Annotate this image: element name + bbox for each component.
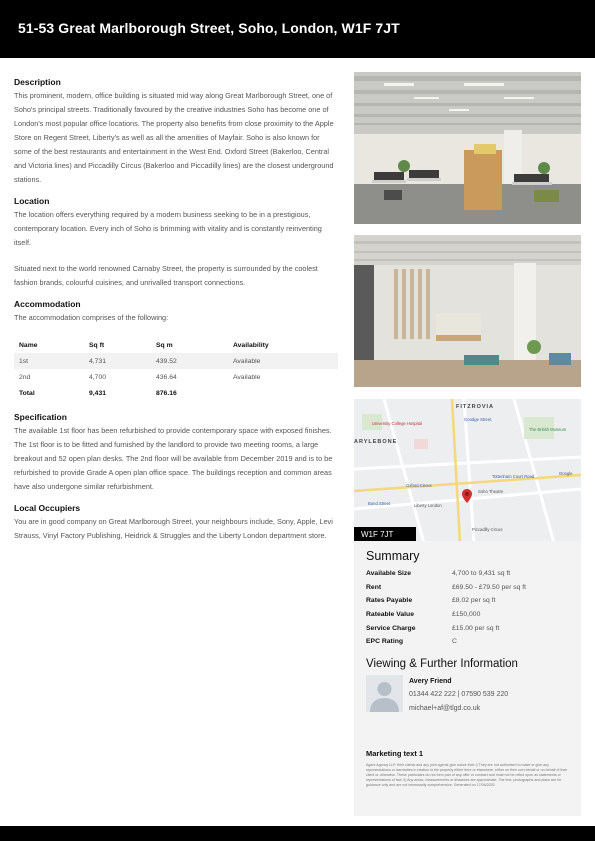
agent-info [409,675,508,716]
map-place: Goodge Street [464,417,492,422]
occupiers-text: You are in good company on Great Marlborough Street, your neighbours include, Sony, Apple, Levi Strauss, Vinyl Factory Publishing, Heidrick & Struggles and the Liberty London department store. [14,517,333,540]
map-place: Piccadilly Circus [472,527,503,532]
map-place: ARYLEBONE [354,439,398,445]
table-cell [228,385,338,401]
accommodation-heading: Accommodation [14,299,81,309]
map-marker-icon[interactable] [462,489,472,503]
table-cell: 4,731 [84,353,151,369]
map-postcode-label: W1F 7JT [354,527,416,543]
summary-value: £150,000 [452,611,481,619]
description-text: This prominent, modern, office building is situated mid way along Great Marlborough Street, one of Soho's principal streets. Traditionally favoured by the creative industries Soho has become one of London's most popular office locations. The property also benefits from close proximity to the Apple Store on Regent Street, Liberty's as well as all the amenities of Mayfair. Soho is also known for some of the best restaurants and entertainment in the West End. Oxford Street (Bakerloo, Central and Victoria lines) and Piccadilly Circus (Bakerloo and Piccadilly lines) are the closest underground stations. [14,91,334,184]
specification-text: The available 1st floor has been refurbished to provide contemporary space with exposed finishes. The 1st floor is to be fitted and furnished by the landlord to provide two meeting rooms, a large breakout and 52 open plan desks. The 2nd floor will be available from December 2019 and is to be refurbished to provide Grade A open plan office space. The buildings reception and common areas have also undergone similar refurbishment. [14,426,333,491]
location-text-1: The location offers everything required by a modern business seeking to be in a prestigious, contemporary location. Every inch of Soho is brimming with vitality and is constantly reinventing itself. [14,210,322,247]
table-row [14,353,338,369]
summary-key: Rent [366,583,382,591]
table-cell: 4,700 [89,373,107,381]
summary-row [366,608,569,622]
location-map[interactable] [354,399,581,543]
office-photo-1 [354,72,581,224]
map-place: University College Hospital [372,421,423,426]
accommodation-table [14,337,338,401]
summary-value: 4,700 to 9,431 sq ft [452,570,511,578]
column-header: Name [19,341,38,349]
viewing-title: Viewing & Further Information [366,657,518,670]
table-cell: 2nd [19,373,31,381]
table-cell: 439.52 [151,353,228,369]
map-place: Liberty London [414,503,442,508]
accommodation-intro: The accommodation comprises of the following: [14,313,169,322]
map-place: FITZROVIA [456,404,495,410]
footer-bar [0,826,595,841]
occupiers-heading: Local Occupiers [14,503,81,513]
summary-title: Summary [366,549,420,563]
details-column [14,77,338,543]
disclaimer-text: Agent Agency LLP, their clients and any joint agents give notice that: i) They are not authorised to make or give any representations or warranties in relation to the property either here or elsewhere, either on their own behalf or on behalf of their client or otherwise. These particulars do not form part of any offer or contract and must not be relied upon as statements or representations of fact. ii) Any areas, measurements or distances are approximate. The text, photographs and plans are for guidance only and are not necessarily comprehensive. Generated on 17/04/2020 [366,763,568,788]
map-place: Oxford Circus [406,483,432,488]
agent-email-link[interactable]: michael+af@tlgd.co.uk [409,704,481,712]
map-place: Google [559,471,573,476]
table-row [14,369,338,385]
summary-key: Rateable Value [366,611,414,619]
summary-value: C [452,638,457,646]
summary-row [366,621,569,635]
person-icon [366,675,403,712]
specification-heading: Specification [14,412,67,422]
table-cell: Total [19,389,35,397]
summary-row [366,581,569,595]
summary-value: £8.02 per sq ft [452,597,496,605]
marketing-title: Marketing text 1 [366,749,424,759]
summary-key: EPC Rating [366,638,404,646]
agent-card [366,675,569,716]
summary-key: Service Charge [366,624,416,632]
description-heading: Description [14,77,61,87]
summary-row [366,594,569,608]
table-total-row [14,385,338,401]
summary-value: £15.00 per sq ft [452,624,500,632]
table-cell: 876.16 [156,389,177,397]
table-cell: 1st [14,353,84,369]
summary-value: £69.50 - £79.50 per sq ft [452,583,527,591]
header-bar [0,0,595,58]
location-text-2: Situated next to the world renowned Carnaby Street, the property is surrounded by the coolest fashion brands, colourful cuisines, and unrivalled transport connections. [14,264,318,287]
agent-name: Avery Friend [409,677,452,685]
map-place: The British Museum [529,427,567,432]
summary-row [366,567,569,581]
office-photo-2 [354,235,581,387]
avatar [366,675,403,712]
media-column [354,72,581,543]
column-header: Sq m [156,341,173,349]
summary-row [366,635,569,649]
table-cell: 436.64 [156,373,177,381]
map-place: Tottenham Court Road [492,474,535,479]
table-cell: 9,431 [89,389,107,397]
table-cell: Available [228,353,338,369]
summary-key: Rates Payable [366,597,413,605]
location-heading: Location [14,196,50,206]
summary-panel [354,541,581,816]
map-place: Soho Theatre [478,489,504,494]
property-title: 51-53 Great Marlborough Street, Soho, London, W1F 7JT [18,20,400,36]
summary-key: Available Size [366,570,412,578]
agent-phone[interactable]: 01344 422 222 | 07590 539 220 [409,691,509,699]
table-cell: Available [233,373,261,381]
column-header: Sq ft [89,341,105,349]
column-header: Availability [233,341,269,349]
table-header-row [14,337,338,353]
map-place: Bond Street [368,501,391,506]
